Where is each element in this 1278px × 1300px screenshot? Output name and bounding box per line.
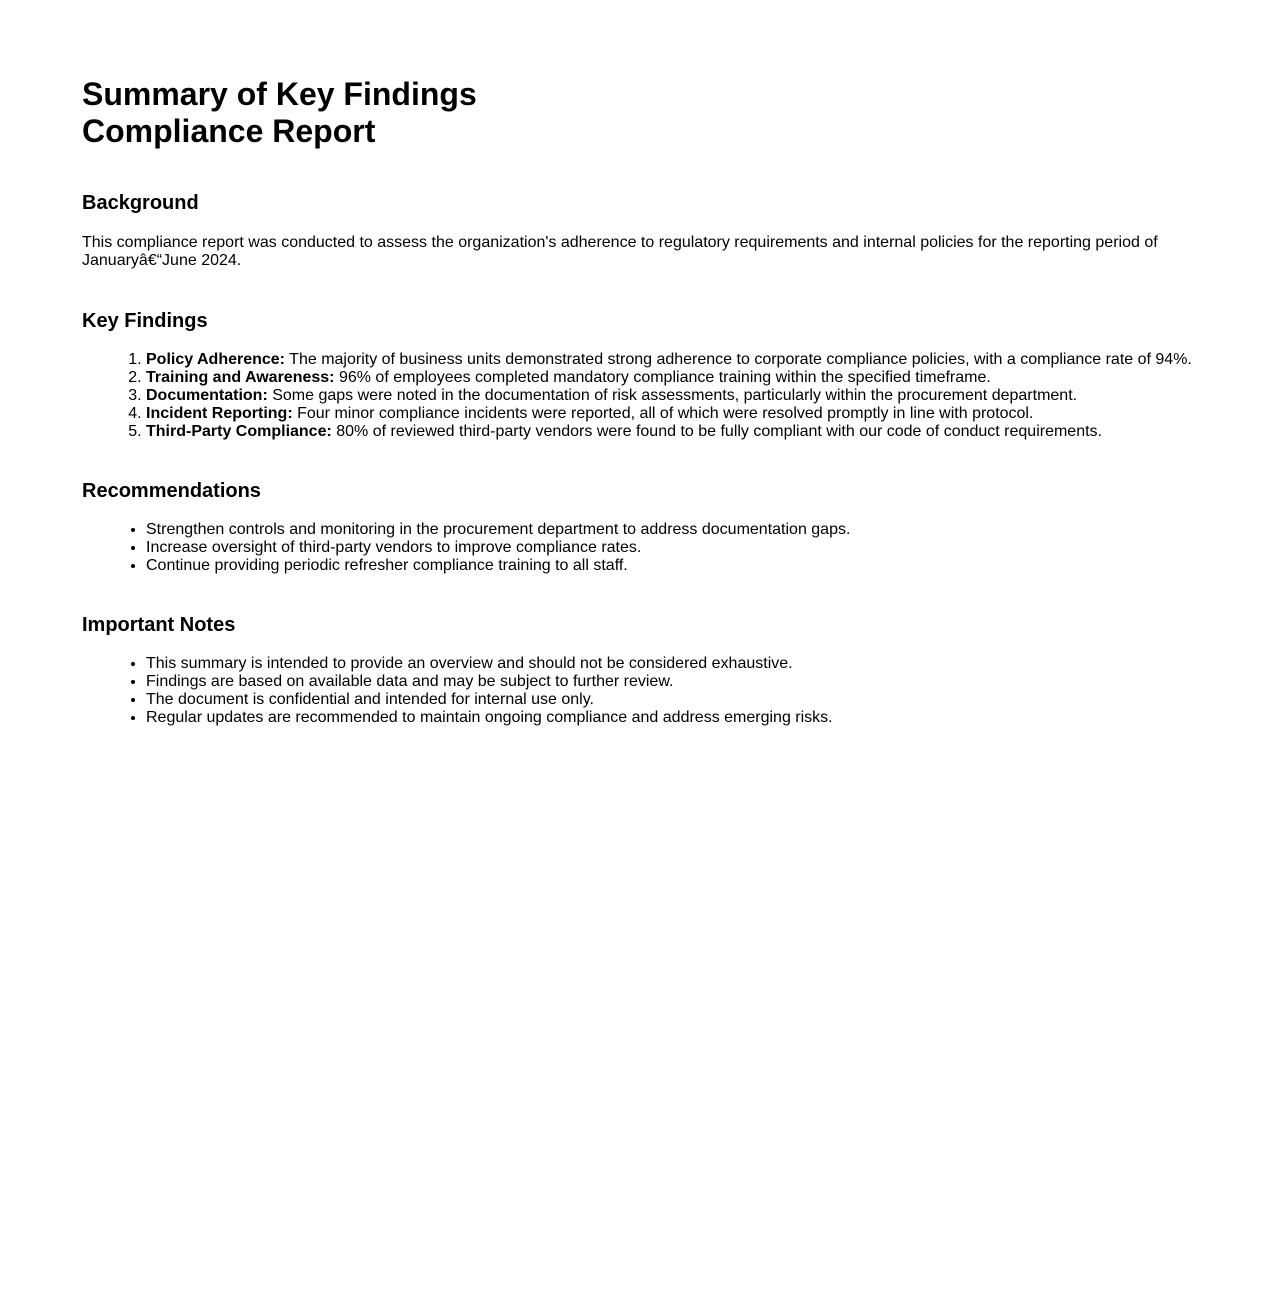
finding-item <box>146 351 1212 369</box>
finding-label: Documentation: <box>146 387 268 404</box>
finding-label: Incident Reporting: <box>146 405 293 422</box>
finding-item <box>146 369 1212 387</box>
background-heading: Background <box>82 192 199 214</box>
page-title-line-1: Summary of Key Findings <box>82 76 477 112</box>
finding-text: Four minor compliance incidents were reported, all of which were resolved promptly in line with protocol. <box>292 405 1034 422</box>
important-notes-heading: Important Notes <box>82 614 236 636</box>
key-findings-list <box>82 351 1212 441</box>
recommendations-heading: Recommendations <box>82 480 261 502</box>
finding-label: Training and Awareness: <box>146 369 335 386</box>
background-text: This compliance report was conducted to assess the organization's adherence to regulatory requirements and internal policies for the reporting period of Januaryâ€“June 2024. <box>82 234 1158 269</box>
note-item: • Regular updates are recommended to maintain ongoing compliance and address emerging risks. <box>146 709 1212 727</box>
important-notes-section <box>82 614 1212 727</box>
finding-label: Third-Party Compliance: <box>146 423 332 440</box>
recommendations-section <box>82 480 1212 575</box>
finding-item <box>146 387 1212 405</box>
finding-text: 80% of reviewed third-party vendors were found to be fully compliant with our code of conduct requirements. <box>331 423 1102 440</box>
finding-label: Policy Adherence: <box>146 351 286 368</box>
note-item: • The document is confidential and intended for internal use only. <box>146 691 1212 709</box>
recommendations-list <box>82 521 1212 575</box>
key-findings-heading: Key Findings <box>82 310 208 332</box>
page-title-line-2: Compliance Report <box>82 113 376 149</box>
note-item: • Findings are based on available data and may be subject to further review. <box>146 673 1212 691</box>
finding-text: Some gaps were noted in the documentation of risk assessments, particularly within the procurement department. <box>267 387 1078 404</box>
finding-text: The majority of business units demonstrated strong adherence to corporate compliance policies, with a compliance rate of 94%. <box>285 351 1192 368</box>
important-notes-list <box>82 655 1212 727</box>
finding-item <box>146 423 1212 441</box>
finding-item <box>146 405 1212 423</box>
page-title <box>82 76 1212 150</box>
note-item: • This summary is intended to provide an overview and should not be considered exhaustive. <box>146 655 1212 673</box>
finding-text: 96% of employees completed mandatory compliance training within the specified timeframe. <box>334 369 991 386</box>
background-section <box>82 192 1212 270</box>
recommendation-item: • Continue providing periodic refresher compliance training to all staff. <box>146 557 1212 575</box>
key-findings-section <box>82 310 1212 441</box>
recommendation-item: • Increase oversight of third-party vendors to improve compliance rates. <box>146 539 1212 557</box>
recommendation-item: • Strengthen controls and monitoring in the procurement department to address documentation gaps. <box>146 521 1212 539</box>
